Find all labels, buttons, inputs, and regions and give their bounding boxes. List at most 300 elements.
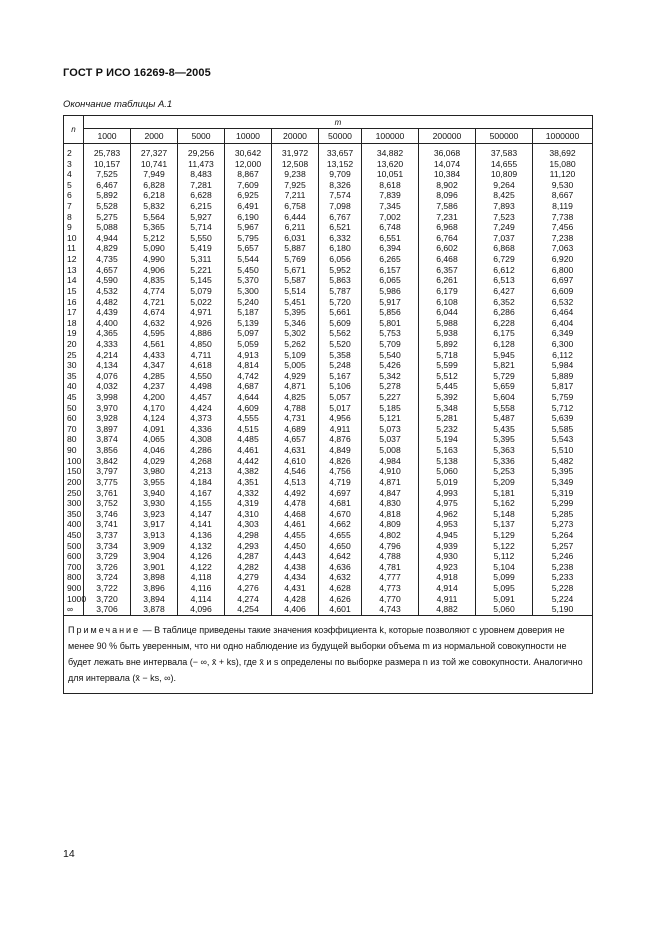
table-cell: 6,828 bbox=[131, 180, 178, 191]
row-n-cell: 30 bbox=[64, 360, 84, 371]
table-cell: 5,363 bbox=[476, 445, 533, 456]
table-cell: 5,319 bbox=[533, 488, 593, 499]
table-cell: 8,483 bbox=[178, 169, 225, 180]
table-cell: 5,285 bbox=[533, 509, 593, 520]
table-row bbox=[64, 477, 593, 488]
table-cell: 3,898 bbox=[131, 572, 178, 583]
table-cell: 6,108 bbox=[419, 297, 476, 308]
table-cell: 11,120 bbox=[533, 169, 593, 180]
table-cell: 4,274 bbox=[225, 594, 272, 605]
table-cell: 3,901 bbox=[131, 562, 178, 573]
table-cell: 3,746 bbox=[84, 509, 131, 520]
table-cell: 4,993 bbox=[419, 488, 476, 499]
row-n-cell: 70 bbox=[64, 424, 84, 435]
table-note bbox=[64, 615, 593, 693]
table-cell: 4,655 bbox=[319, 530, 362, 541]
table-cell: 5,240 bbox=[225, 297, 272, 308]
table-cell: 5,585 bbox=[533, 424, 593, 435]
table-cell: 3,904 bbox=[131, 551, 178, 562]
table-cell: 6,175 bbox=[476, 328, 533, 339]
table-cell: 4,114 bbox=[178, 594, 225, 605]
table-cell: 6,513 bbox=[476, 275, 533, 286]
row-n-cell: 11 bbox=[64, 243, 84, 254]
table-row bbox=[64, 562, 593, 573]
table-cell: 3,896 bbox=[131, 583, 178, 594]
table-cell: 4,719 bbox=[319, 477, 362, 488]
table-cell: 4,282 bbox=[225, 562, 272, 573]
table-body bbox=[64, 144, 593, 616]
table-cell: 5,311 bbox=[178, 254, 225, 265]
table-cell: 4,956 bbox=[319, 413, 362, 424]
table-cell: 4,555 bbox=[225, 413, 272, 424]
table-cell: 4,781 bbox=[362, 562, 419, 573]
table-cell: 4,298 bbox=[225, 530, 272, 541]
table-row bbox=[64, 572, 593, 583]
table-cell: 5,540 bbox=[362, 350, 419, 361]
table-cell: 6,748 bbox=[362, 222, 419, 233]
table-cell: 5,967 bbox=[225, 222, 272, 233]
table-cell: 7,063 bbox=[533, 243, 593, 254]
table-cell: 4,818 bbox=[362, 509, 419, 520]
table-row bbox=[64, 434, 593, 445]
table-cell: 4,373 bbox=[178, 413, 225, 424]
table-cell: 8,667 bbox=[533, 190, 593, 201]
table-cell: 4,906 bbox=[131, 265, 178, 276]
table-row bbox=[64, 159, 593, 170]
row-n-cell: 8 bbox=[64, 212, 84, 223]
table-cell: 3,940 bbox=[131, 488, 178, 499]
table-cell: 4,788 bbox=[272, 403, 319, 414]
table-cell: 5,887 bbox=[272, 243, 319, 254]
table-row bbox=[64, 350, 593, 361]
table-cell: 5,257 bbox=[533, 541, 593, 552]
table-cell: 4,457 bbox=[178, 392, 225, 403]
table-cell: 30,642 bbox=[225, 144, 272, 159]
table-cell: 3,734 bbox=[84, 541, 131, 552]
table-cell: 4,136 bbox=[178, 530, 225, 541]
table-cell: 9,530 bbox=[533, 180, 593, 191]
table-cell: 7,238 bbox=[533, 233, 593, 244]
table-row bbox=[64, 254, 593, 265]
table-cell: 4,550 bbox=[178, 371, 225, 382]
table-cell: 4,065 bbox=[131, 434, 178, 445]
table-cell: 4,293 bbox=[225, 541, 272, 552]
table-cell: 5,917 bbox=[362, 297, 419, 308]
table-cell: 4,365 bbox=[84, 328, 131, 339]
row-n-cell: 17 bbox=[64, 307, 84, 318]
table-cell: 4,636 bbox=[319, 562, 362, 573]
row-n-cell: 10 bbox=[64, 233, 84, 244]
table-cell: 5,821 bbox=[476, 360, 533, 371]
table-cell: 5,587 bbox=[272, 275, 319, 286]
table-cell: 5,278 bbox=[362, 381, 419, 392]
row-n-cell: 6 bbox=[64, 190, 84, 201]
table-cell: 5,482 bbox=[533, 456, 593, 467]
table-cell: 5,395 bbox=[272, 307, 319, 318]
table-cell: 5,856 bbox=[362, 307, 419, 318]
table-cell: 4,735 bbox=[84, 254, 131, 265]
table-cell: 4,122 bbox=[178, 562, 225, 573]
table-cell: 4,442 bbox=[225, 456, 272, 467]
table-cell: 5,194 bbox=[419, 434, 476, 445]
table-row bbox=[64, 222, 593, 233]
table-cell: 6,261 bbox=[419, 275, 476, 286]
table-cell: 3,775 bbox=[84, 477, 131, 488]
table-cell: 6,444 bbox=[272, 212, 319, 223]
table-cell: 7,574 bbox=[319, 190, 362, 201]
table-cell: 4,124 bbox=[131, 413, 178, 424]
table-cell: 4,046 bbox=[131, 445, 178, 456]
table-cell: 37,583 bbox=[476, 144, 533, 159]
table-row bbox=[64, 413, 593, 424]
table-cell: 7,098 bbox=[319, 201, 362, 212]
row-n-cell: 60 bbox=[64, 413, 84, 424]
table-cell: 6,427 bbox=[476, 286, 533, 297]
table-cell: 3,909 bbox=[131, 541, 178, 552]
table-cell: 5,017 bbox=[319, 403, 362, 414]
table-cell: 4,118 bbox=[178, 572, 225, 583]
table-cell: 6,352 bbox=[476, 297, 533, 308]
table-cell: 4,689 bbox=[272, 424, 319, 435]
table-cell: 4,984 bbox=[362, 456, 419, 467]
table-cell: 8,618 bbox=[362, 180, 419, 191]
table-cell: 5,281 bbox=[419, 413, 476, 424]
table-cell: 5,395 bbox=[533, 466, 593, 477]
table-cell: 4,770 bbox=[362, 594, 419, 605]
table-cell: 4,450 bbox=[272, 541, 319, 552]
table-cell: 4,513 bbox=[272, 477, 319, 488]
table-row bbox=[64, 392, 593, 403]
table-cell: 5,302 bbox=[272, 328, 319, 339]
row-n-cell: 12 bbox=[64, 254, 84, 265]
table-cell: 4,132 bbox=[178, 541, 225, 552]
table-cell: 3,797 bbox=[84, 466, 131, 477]
table-cell: 5,167 bbox=[319, 371, 362, 382]
row-n-cell: 450 bbox=[64, 530, 84, 541]
table-cell: 5,129 bbox=[476, 530, 533, 541]
row-n-cell: 14 bbox=[64, 275, 84, 286]
table-cell: 5,228 bbox=[533, 583, 593, 594]
table-row bbox=[64, 318, 593, 329]
table-cell: 6,800 bbox=[533, 265, 593, 276]
row-n-cell: 400 bbox=[64, 519, 84, 530]
table-cell: 4,788 bbox=[362, 551, 419, 562]
table-cell: 11,473 bbox=[178, 159, 225, 170]
table-cell: 10,384 bbox=[419, 169, 476, 180]
table-cell: 4,285 bbox=[131, 371, 178, 382]
table-cell: 4,141 bbox=[178, 519, 225, 530]
table-cell: 5,445 bbox=[419, 381, 476, 392]
table-cell: 29,256 bbox=[178, 144, 225, 159]
table-cell: 6,758 bbox=[272, 201, 319, 212]
table-row bbox=[64, 498, 593, 509]
table-cell: 5,986 bbox=[362, 286, 419, 297]
column-header: 1000 bbox=[84, 129, 131, 144]
table-row bbox=[64, 519, 593, 530]
table-cell: 4,351 bbox=[225, 477, 272, 488]
table-cell: 4,826 bbox=[319, 456, 362, 467]
table-cell: 4,308 bbox=[178, 434, 225, 445]
table-cell: 4,743 bbox=[362, 604, 419, 615]
table-cell: 6,394 bbox=[362, 243, 419, 254]
table-cell: 7,949 bbox=[131, 169, 178, 180]
table-cell: 4,433 bbox=[131, 350, 178, 361]
table-cell: 4,825 bbox=[272, 392, 319, 403]
table-cell: 6,968 bbox=[419, 222, 476, 233]
table-cell: 4,400 bbox=[84, 318, 131, 329]
table-container bbox=[63, 115, 592, 694]
table-cell: 3,878 bbox=[131, 604, 178, 615]
table-row bbox=[64, 594, 593, 605]
column-header: 500000 bbox=[476, 129, 533, 144]
table-cell: 5,336 bbox=[476, 456, 533, 467]
row-n-cell: 9 bbox=[64, 222, 84, 233]
row-n-cell: 13 bbox=[64, 265, 84, 276]
table-cell: 4,913 bbox=[225, 350, 272, 361]
table-cell: 4,333 bbox=[84, 339, 131, 350]
table-cell: 5,863 bbox=[319, 275, 362, 286]
table-cell: 4,990 bbox=[131, 254, 178, 265]
table-cell: 4,939 bbox=[419, 541, 476, 552]
column-header: 20000 bbox=[272, 129, 319, 144]
table-cell: 5,060 bbox=[476, 604, 533, 615]
table-row bbox=[64, 445, 593, 456]
table-cell: 5,639 bbox=[533, 413, 593, 424]
table-cell: 4,923 bbox=[419, 562, 476, 573]
table-cell: 5,037 bbox=[362, 434, 419, 445]
table-cell: 6,609 bbox=[533, 286, 593, 297]
table-cell: 4,721 bbox=[131, 297, 178, 308]
row-n-cell: 300 bbox=[64, 498, 84, 509]
table-cell: 4,628 bbox=[319, 583, 362, 594]
table-cell: 6,180 bbox=[319, 243, 362, 254]
table-row bbox=[64, 307, 593, 318]
table-cell: 5,091 bbox=[476, 594, 533, 605]
table-cell: 5,185 bbox=[362, 403, 419, 414]
table-cell: 5,718 bbox=[419, 350, 476, 361]
table-cell: 5,599 bbox=[419, 360, 476, 371]
table-cell: 7,893 bbox=[476, 201, 533, 212]
table-cell: 5,358 bbox=[319, 350, 362, 361]
table-cell: 4,303 bbox=[225, 519, 272, 530]
table-cell: 8,867 bbox=[225, 169, 272, 180]
table-cell: 7,839 bbox=[362, 190, 419, 201]
table-cell: 5,988 bbox=[419, 318, 476, 329]
table-cell: 9,709 bbox=[319, 169, 362, 180]
table-cell: 4,347 bbox=[131, 360, 178, 371]
table-cell: 4,871 bbox=[362, 477, 419, 488]
table-cell: 6,044 bbox=[419, 307, 476, 318]
table-cell: 5,671 bbox=[272, 265, 319, 276]
table-cell: 4,926 bbox=[178, 318, 225, 329]
table-cell: 4,468 bbox=[272, 509, 319, 520]
table-cell: 5,060 bbox=[419, 466, 476, 477]
table-cell: 5,544 bbox=[225, 254, 272, 265]
table-row bbox=[64, 180, 593, 191]
table-cell: 5,392 bbox=[419, 392, 476, 403]
table-cell: 4,595 bbox=[131, 328, 178, 339]
table-cell: 5,005 bbox=[272, 360, 319, 371]
table-cell: 4,814 bbox=[225, 360, 272, 371]
table-row bbox=[64, 144, 593, 159]
row-n-cell: 250 bbox=[64, 488, 84, 499]
table-cell: 4,279 bbox=[225, 572, 272, 583]
table-cell: 6,031 bbox=[272, 233, 319, 244]
table-row bbox=[64, 604, 593, 615]
table-cell: 7,231 bbox=[419, 212, 476, 223]
table-cell: 4,155 bbox=[178, 498, 225, 509]
table-cell: 4,134 bbox=[84, 360, 131, 371]
table-cell: 5,148 bbox=[476, 509, 533, 520]
table-cell: 4,561 bbox=[131, 339, 178, 350]
table-cell: 6,868 bbox=[476, 243, 533, 254]
table-cell: 4,911 bbox=[419, 594, 476, 605]
table-cell: 4,184 bbox=[178, 477, 225, 488]
table-cell: 7,002 bbox=[362, 212, 419, 223]
table-cell: 5,227 bbox=[362, 392, 419, 403]
table-cell: 4,626 bbox=[319, 594, 362, 605]
table-cell: 4,478 bbox=[272, 498, 319, 509]
table-cell: 5,510 bbox=[533, 445, 593, 456]
table-cell: 6,628 bbox=[178, 190, 225, 201]
table-cell: 4,254 bbox=[225, 604, 272, 615]
table-cell: 5,022 bbox=[178, 297, 225, 308]
table-cell: 4,147 bbox=[178, 509, 225, 520]
table-cell: 4,482 bbox=[84, 297, 131, 308]
table-cell: 6,532 bbox=[533, 297, 593, 308]
row-n-cell: 100 bbox=[64, 456, 84, 467]
table-cell: 3,980 bbox=[131, 466, 178, 477]
table-cell: 5,817 bbox=[533, 381, 593, 392]
table-cell: 5,892 bbox=[419, 339, 476, 350]
table-row bbox=[64, 169, 593, 180]
table-cell: 5,008 bbox=[362, 445, 419, 456]
table-cell: 5,945 bbox=[476, 350, 533, 361]
table-cell: 5,938 bbox=[419, 328, 476, 339]
coefficient-table bbox=[63, 115, 593, 694]
table-cell: 7,925 bbox=[272, 180, 319, 191]
table-cell: 4,697 bbox=[319, 488, 362, 499]
table-cell: 4,850 bbox=[178, 339, 225, 350]
table-cell: 5,564 bbox=[131, 212, 178, 223]
table-cell: 6,300 bbox=[533, 339, 593, 350]
table-cell: 5,550 bbox=[178, 233, 225, 244]
table-cell: 4,276 bbox=[225, 583, 272, 594]
row-n-cell: 200 bbox=[64, 477, 84, 488]
table-cell: 4,609 bbox=[225, 403, 272, 414]
table-cell: 3,720 bbox=[84, 594, 131, 605]
row-n-cell: 19 bbox=[64, 328, 84, 339]
row-n-cell: 40 bbox=[64, 381, 84, 392]
table-cell: 7,037 bbox=[476, 233, 533, 244]
table-cell: 6,128 bbox=[476, 339, 533, 350]
table-cell: 7,281 bbox=[178, 180, 225, 191]
table-cell: 3,894 bbox=[131, 594, 178, 605]
column-header: 50000 bbox=[319, 129, 362, 144]
table-cell: 5,426 bbox=[362, 360, 419, 371]
table-cell: 4,830 bbox=[362, 498, 419, 509]
table-cell: 6,157 bbox=[362, 265, 419, 276]
row-n-cell: 16 bbox=[64, 297, 84, 308]
table-cell: 4,631 bbox=[272, 445, 319, 456]
row-n-cell: 35 bbox=[64, 371, 84, 382]
table-cell: 4,601 bbox=[319, 604, 362, 615]
table-cell: 3,722 bbox=[84, 583, 131, 594]
table-cell: 4,847 bbox=[362, 488, 419, 499]
table-cell: 5,106 bbox=[319, 381, 362, 392]
table-row bbox=[64, 456, 593, 467]
table-cell: 4,618 bbox=[178, 360, 225, 371]
table-cell: 6,349 bbox=[533, 328, 593, 339]
table-cell: 8,326 bbox=[319, 180, 362, 191]
table-cell: 4,332 bbox=[225, 488, 272, 499]
table-cell: 5,720 bbox=[319, 297, 362, 308]
table-cell: 5,787 bbox=[319, 286, 362, 297]
table-cell: 15,080 bbox=[533, 159, 593, 170]
table-cell: 4,431 bbox=[272, 583, 319, 594]
table-cell: 4,096 bbox=[178, 604, 225, 615]
table-cell: 5,273 bbox=[533, 519, 593, 530]
table-cell: 4,882 bbox=[419, 604, 476, 615]
table-cell: 10,741 bbox=[131, 159, 178, 170]
table-cell: 8,902 bbox=[419, 180, 476, 191]
table-row bbox=[64, 212, 593, 223]
table-cell: 3,928 bbox=[84, 413, 131, 424]
table-cell: 5,801 bbox=[362, 318, 419, 329]
table-cell: 4,773 bbox=[362, 583, 419, 594]
row-n-cell: 50 bbox=[64, 403, 84, 414]
table-row bbox=[64, 233, 593, 244]
table-cell: 4,237 bbox=[131, 381, 178, 392]
table-cell: 6,056 bbox=[319, 254, 362, 265]
table-cell: 5,558 bbox=[476, 403, 533, 414]
table-cell: 5,419 bbox=[178, 243, 225, 254]
table-cell: 4,642 bbox=[319, 551, 362, 562]
table-row bbox=[64, 275, 593, 286]
table-cell: 4,319 bbox=[225, 498, 272, 509]
table-cell: 4,774 bbox=[131, 286, 178, 297]
table-cell: 4,091 bbox=[131, 424, 178, 435]
table-cell: 4,461 bbox=[272, 519, 319, 530]
table-cell: 4,971 bbox=[178, 307, 225, 318]
table-cell: 6,551 bbox=[362, 233, 419, 244]
table-cell: 5,487 bbox=[476, 413, 533, 424]
table-cell: 7,523 bbox=[476, 212, 533, 223]
table-cell: 3,913 bbox=[131, 530, 178, 541]
table-cell: 14,074 bbox=[419, 159, 476, 170]
table-cell: 5,609 bbox=[319, 318, 362, 329]
table-cell: 5,370 bbox=[225, 275, 272, 286]
table-cell: 5,892 bbox=[84, 190, 131, 201]
table-cell: 4,406 bbox=[272, 604, 319, 615]
table-cell: 4,871 bbox=[272, 381, 319, 392]
table-cell: 4,650 bbox=[319, 541, 362, 552]
table-cell: 5,104 bbox=[476, 562, 533, 573]
table-cell: 5,162 bbox=[476, 498, 533, 509]
table-cell: 4,439 bbox=[84, 307, 131, 318]
table-cell: 4,485 bbox=[225, 434, 272, 445]
table-cell: 7,609 bbox=[225, 180, 272, 191]
header-n: n bbox=[64, 116, 84, 144]
column-header: 10000 bbox=[225, 129, 272, 144]
table-cell: 6,286 bbox=[476, 307, 533, 318]
table-cell: 33,657 bbox=[319, 144, 362, 159]
table-cell: 5,300 bbox=[225, 286, 272, 297]
table-row bbox=[64, 488, 593, 499]
table-cell: 4,546 bbox=[272, 466, 319, 477]
table-cell: 5,095 bbox=[476, 583, 533, 594]
table-cell: 4,382 bbox=[225, 466, 272, 477]
